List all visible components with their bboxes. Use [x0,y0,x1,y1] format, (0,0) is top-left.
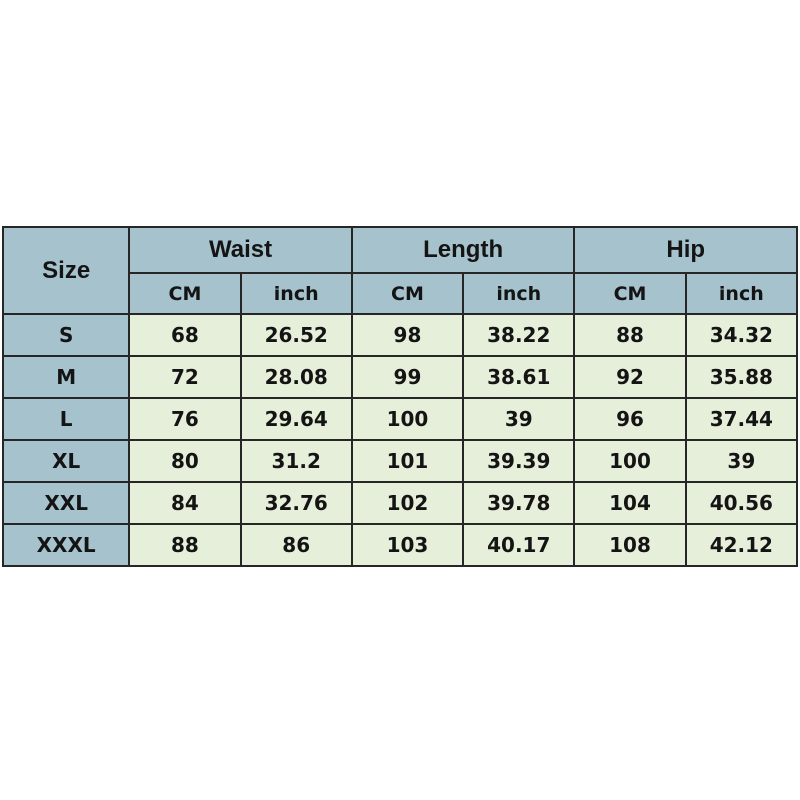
cell-length-inch: 38.22 [463,314,574,356]
cell-waist-cm: 68 [129,314,240,356]
cell-hip-cm: 96 [574,398,685,440]
table-row-xxl [3,482,797,524]
subheader-length-inch: inch [463,273,574,314]
cell-length-inch: 38.61 [463,356,574,398]
cell-length-inch: 39.78 [463,482,574,524]
cell-waist-cm: 88 [129,524,240,566]
table-row-m [3,356,797,398]
subheader-length-cm: CM [352,273,463,314]
cell-waist-cm: 72 [129,356,240,398]
cell-hip-cm: 100 [574,440,685,482]
cell-hip-inch: 35.88 [686,356,797,398]
size-chart-table [2,226,798,567]
cell-waist-inch: 26.52 [241,314,352,356]
cell-hip-inch: 37.44 [686,398,797,440]
cell-waist-cm: 80 [129,440,240,482]
cell-length-inch: 40.17 [463,524,574,566]
cell-hip-inch: 40.56 [686,482,797,524]
group-header-length: Length [352,227,575,273]
cell-hip-cm: 88 [574,314,685,356]
size-column-header: Size [3,227,129,314]
row-label-xxl: XXL [3,482,129,524]
cell-waist-cm: 76 [129,398,240,440]
row-label-m: M [3,356,129,398]
row-label-xl: XL [3,440,129,482]
group-header-hip: Hip [574,227,797,273]
cell-length-cm: 101 [352,440,463,482]
cell-hip-cm: 104 [574,482,685,524]
cell-hip-inch: 42.12 [686,524,797,566]
cell-hip-cm: 108 [574,524,685,566]
table-row-xl [3,440,797,482]
cell-length-cm: 103 [352,524,463,566]
table-row-xxxl [3,524,797,566]
table-row-s [3,314,797,356]
row-label-s: S [3,314,129,356]
cell-length-cm: 98 [352,314,463,356]
cell-waist-inch: 28.08 [241,356,352,398]
cell-length-inch: 39.39 [463,440,574,482]
row-label-xxxl: XXXL [3,524,129,566]
cell-waist-inch: 32.76 [241,482,352,524]
cell-length-inch: 39 [463,398,574,440]
cell-waist-inch: 86 [241,524,352,566]
subheader-hip-cm: CM [574,273,685,314]
cell-hip-cm: 92 [574,356,685,398]
table-row-l [3,398,797,440]
subheader-waist-cm: CM [129,273,240,314]
cell-length-cm: 102 [352,482,463,524]
cell-waist-inch: 31.2 [241,440,352,482]
subheader-waist-inch: inch [241,273,352,314]
subheader-hip-inch: inch [686,273,797,314]
cell-hip-inch: 39 [686,440,797,482]
cell-waist-inch: 29.64 [241,398,352,440]
cell-hip-inch: 34.32 [686,314,797,356]
cell-length-cm: 100 [352,398,463,440]
cell-length-cm: 99 [352,356,463,398]
row-label-l: L [3,398,129,440]
cell-waist-cm: 84 [129,482,240,524]
group-header-row [3,227,797,273]
group-header-waist: Waist [129,227,352,273]
